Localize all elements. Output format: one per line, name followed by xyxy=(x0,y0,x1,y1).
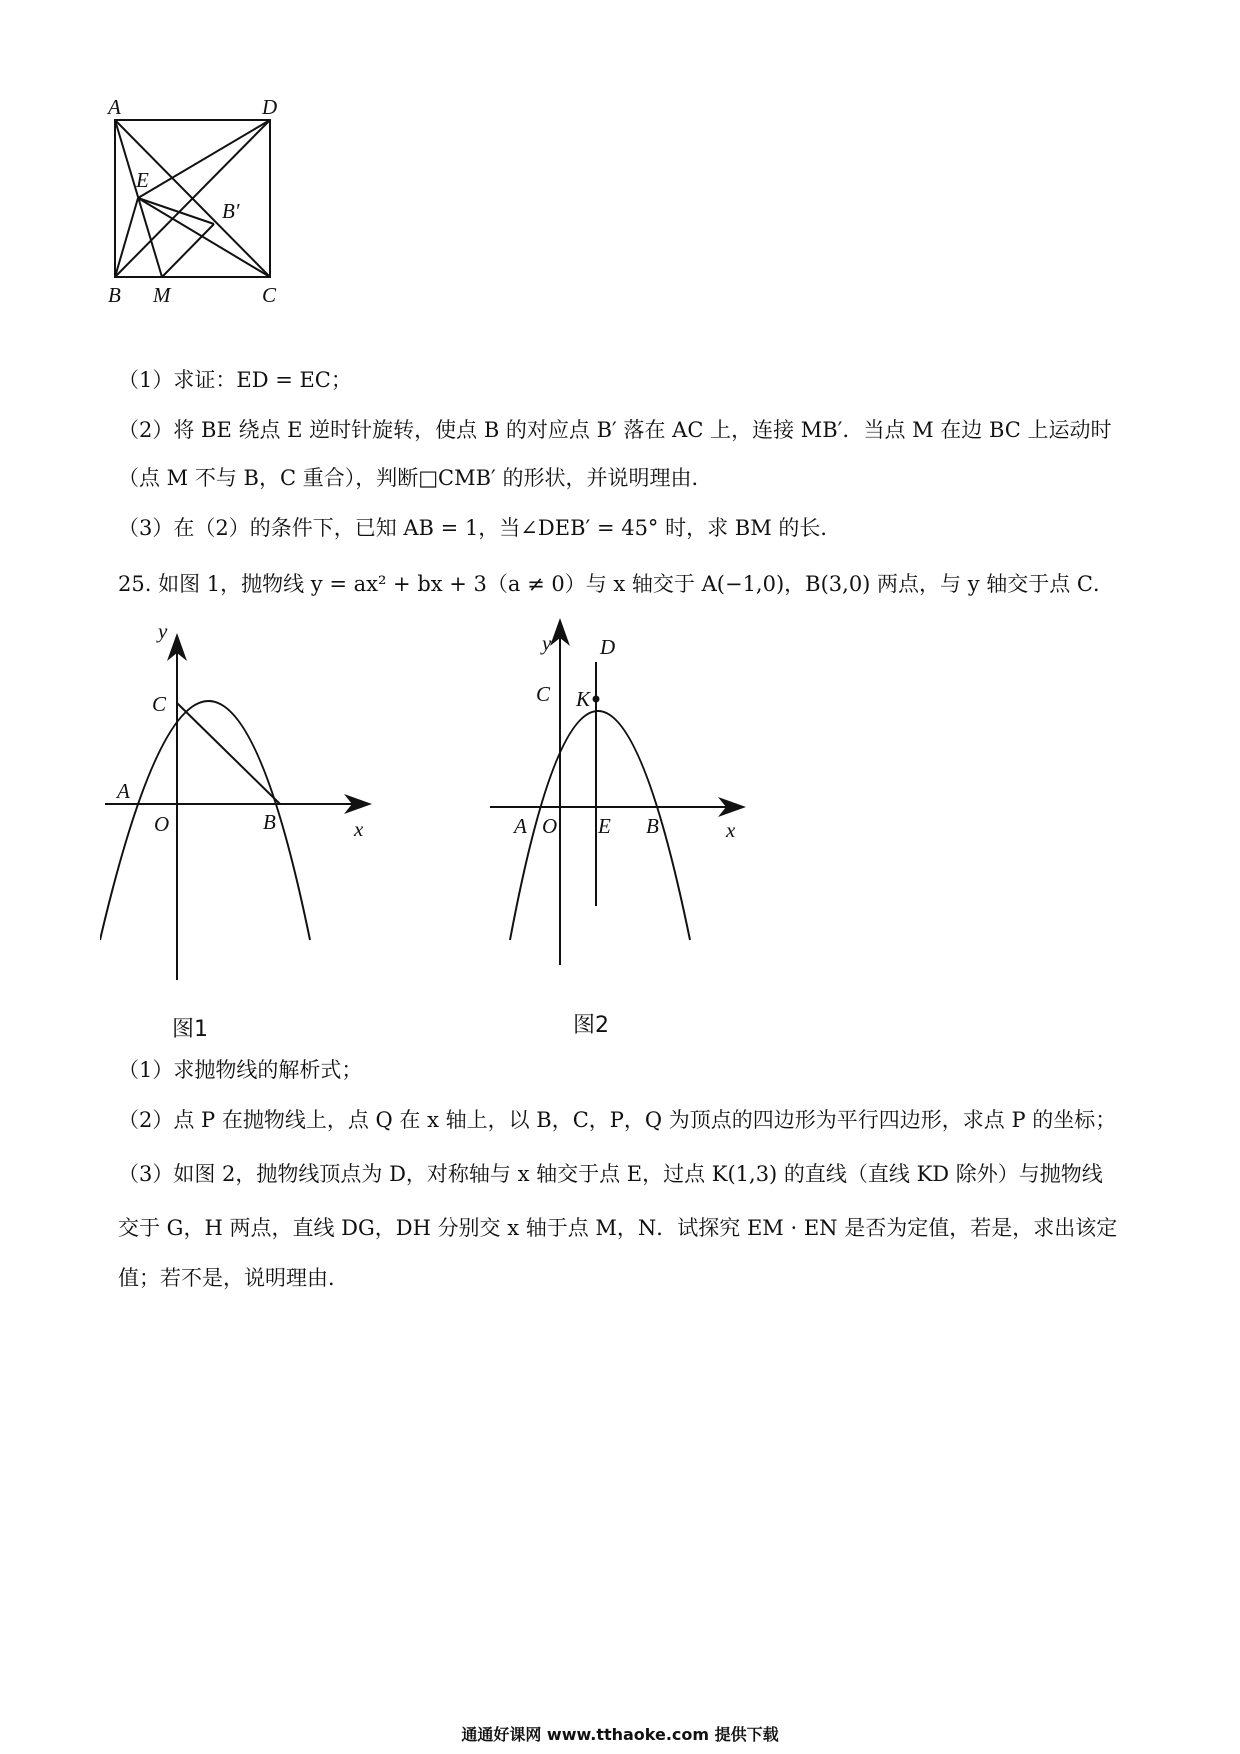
q24-part2-line2: （点 M 不与 B，C 重合），判断□CMB′ 的形状，并说明理由． xyxy=(118,466,713,490)
figure-2 xyxy=(480,610,780,980)
fig1-label-o: O xyxy=(154,812,170,836)
q25-part3-line3: 值；若不是，说明理由． xyxy=(118,1266,349,1290)
square-figure xyxy=(100,98,340,338)
fig2-label-e: E xyxy=(598,814,611,838)
label-e: E xyxy=(136,168,149,192)
fig2-label-x: x xyxy=(726,818,736,842)
label-b: B xyxy=(108,283,121,307)
label-m: M xyxy=(153,283,171,307)
fig2-label-y: y xyxy=(542,631,552,655)
q25-part3-line1: （3）如图 2，抛物线顶点为 D，对称轴与 x 轴交于点 E，过点 K(1,3) 的直线（直线 KD 除外）与抛物线 xyxy=(118,1162,1103,1186)
label-c: C xyxy=(262,283,277,307)
label-a: A xyxy=(108,98,121,119)
q24-part1: （1）求证：ED = EC； xyxy=(118,368,352,392)
q24-part3: （3）在（2）的条件下，已知 AB = 1，当∠DEB′ = 45° 时，求 BM 的长． xyxy=(118,516,842,540)
footer-source: 通通好课网 www.tthaoke.com 提供下载 xyxy=(461,1725,779,1744)
fig2-caption: 图2 xyxy=(573,1013,609,1038)
label-b-prime: B′ xyxy=(222,199,240,223)
q24-part2-line1: （2）将 BE 绕点 E 逆时针旋转，使点 B 的对应点 B′ 落在 AC 上，连接 MB′．当点 M 在边 BC 上运动时 xyxy=(118,418,1112,442)
fig2-label-c: C xyxy=(536,682,551,706)
fig2-label-k: K xyxy=(576,687,591,711)
fig1-label-b: B xyxy=(263,810,276,834)
q25-part2: （2）点 P 在抛物线上，点 Q 在 x 轴上，以 B，C，P，Q 为顶点的四边形为平行四边形，求点 P 的坐标； xyxy=(118,1108,1117,1132)
fig1-label-x: x xyxy=(354,817,364,841)
fig2-label-d: D xyxy=(600,635,616,659)
q25-stem: 25. 如图 1，抛物线 y = ax² + bx + 3（a ≠ 0）与 x 轴交于 A(−1,0)，B(3,0) 两点，与 y 轴交于点 C． xyxy=(118,572,1115,596)
fig2-label-o: O xyxy=(542,814,558,838)
fig2-label-a: A xyxy=(514,814,527,838)
fig1-caption: 图1 xyxy=(172,1017,208,1042)
fig2-label-b: B xyxy=(646,814,659,838)
q25-part3-line2: 交于 G，H 两点，直线 DG，DH 分别交 x 轴于点 M，N．试探究 EM · EN 是否为定值，若是，求出该定 xyxy=(118,1216,1118,1240)
figure-1 xyxy=(100,610,400,1000)
label-d: D xyxy=(262,98,278,119)
fig1-label-c: C xyxy=(152,692,167,716)
fig1-label-a: A xyxy=(117,779,130,803)
q25-part1: （1）求抛物线的解析式； xyxy=(118,1058,363,1082)
fig1-label-y: y xyxy=(158,619,168,643)
